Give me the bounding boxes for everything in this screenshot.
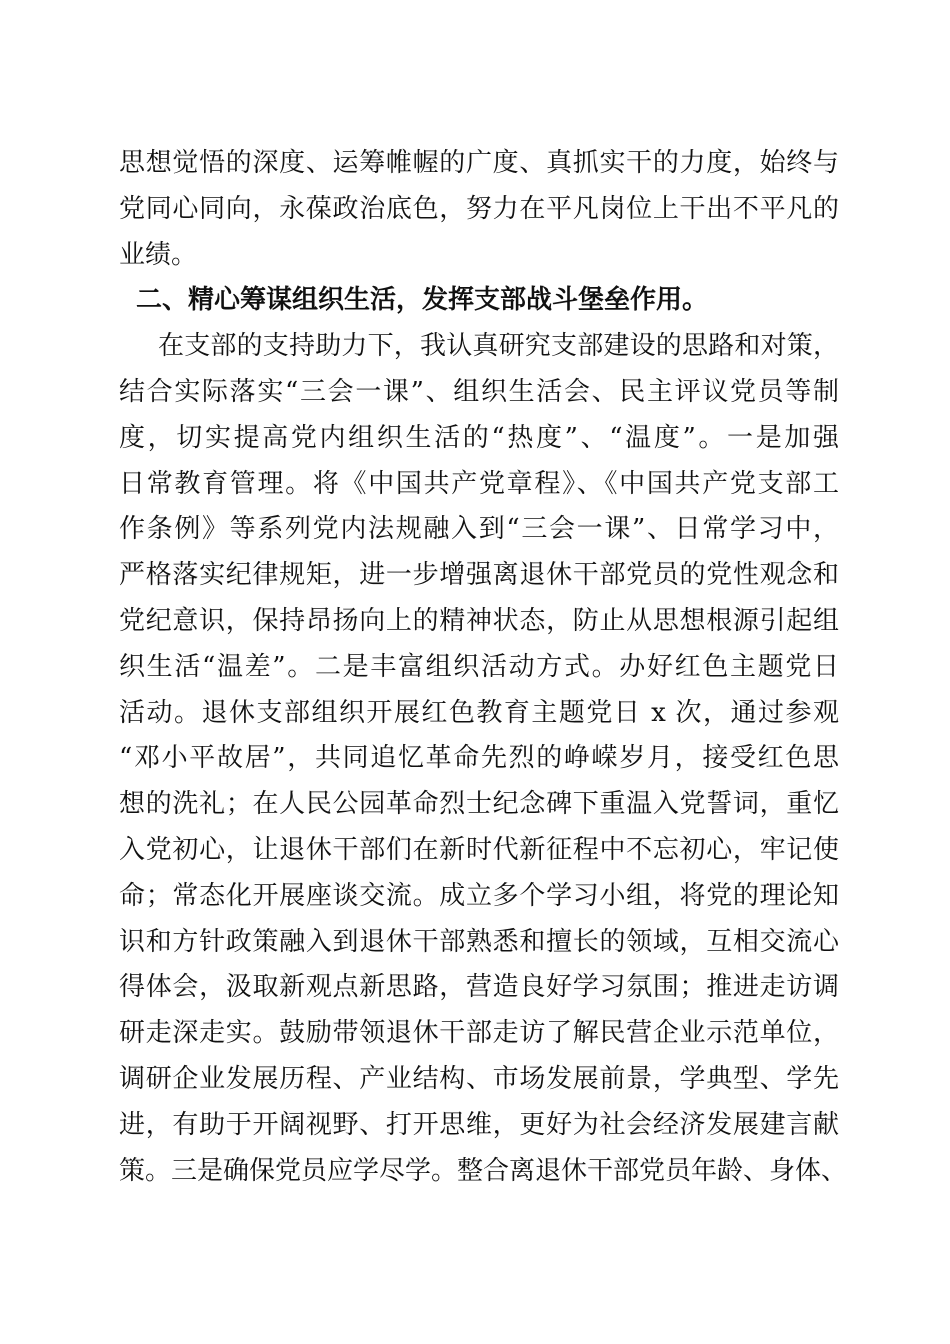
text-line: 策。三是确保党员应学尽学。整合离退休干部党员年龄、身体、 [119, 1155, 848, 1186]
text-line: 活动。退休支部组织开展红色教育主题党日 x 次，通过参观 [119, 697, 839, 728]
text-line: 度，切实提高党内组织生活的“热度”、“温度”。一是加强 [119, 422, 839, 453]
text-line: 严格落实纪律规矩，进一步增强离退休干部党员的党性观念和 [119, 560, 839, 591]
text-line: “邓小平故居”，共同追忆革命先烈的峥嵘岁月，接受红色思 [119, 743, 839, 774]
text-line: 进，有助于开阔视野、打开思维，更好为社会经济发展建言献 [119, 1109, 839, 1140]
text-line: 作条例》等系列党内法规融入到“三会一课”、日常学习中， [119, 514, 839, 545]
text-line: 结合实际落实“三会一课”、组织生活会、民主评议党员等制 [119, 376, 839, 407]
text-line: 思想觉悟的深度、运筹帷幄的广度、真抓实干的力度，始终与 [119, 148, 839, 178]
section-heading: 二、精心筹谋组织生活，发挥支部战斗堡垒作用。 [136, 285, 709, 316]
text-line: 日常教育管理。将《中国共产党章程》、《中国共产党支部工 [119, 468, 839, 499]
text-line: 入党初心，让退休干部们在新时代新征程中不忘初心，牢记使 [119, 834, 839, 865]
text-line: 想的洗礼；在人民公园革命烈士纪念碑下重温入党誓词，重忆 [119, 789, 839, 820]
text-line: 得体会，汲取新观点新思路，营造良好学习氛围；推进走访调 [119, 972, 839, 1003]
text-line: 在支部的支持助力下，我认真研究支部建设的思路和对策， [158, 331, 839, 362]
text-line: 党纪意识，保持昂扬向上的精神状态，防止从思想根源引起组 [119, 605, 839, 636]
text-line: 织生活“温差”。二是丰富组织活动方式。办好红色主题党日 [119, 651, 839, 682]
text-line: 业绩。 [119, 239, 198, 270]
text-line: 调研企业发展历程、产业结构、市场发展前景，学典型、学先 [119, 1063, 839, 1094]
text-line: 识和方针政策融入到退休干部熟悉和擅长的领域，互相交流心 [119, 926, 839, 957]
text-line: 研走深走实。鼓励带领退休干部走访了解民营企业示范单位， [119, 1018, 839, 1049]
document-body [119, 141, 848, 1194]
text-line: 命；常态化开展座谈交流。成立多个学习小组，将党的理论知 [119, 880, 839, 911]
text-line: 党同心同向，永葆政治底色，努力在平凡岗位上干出不平凡的 [119, 193, 839, 224]
